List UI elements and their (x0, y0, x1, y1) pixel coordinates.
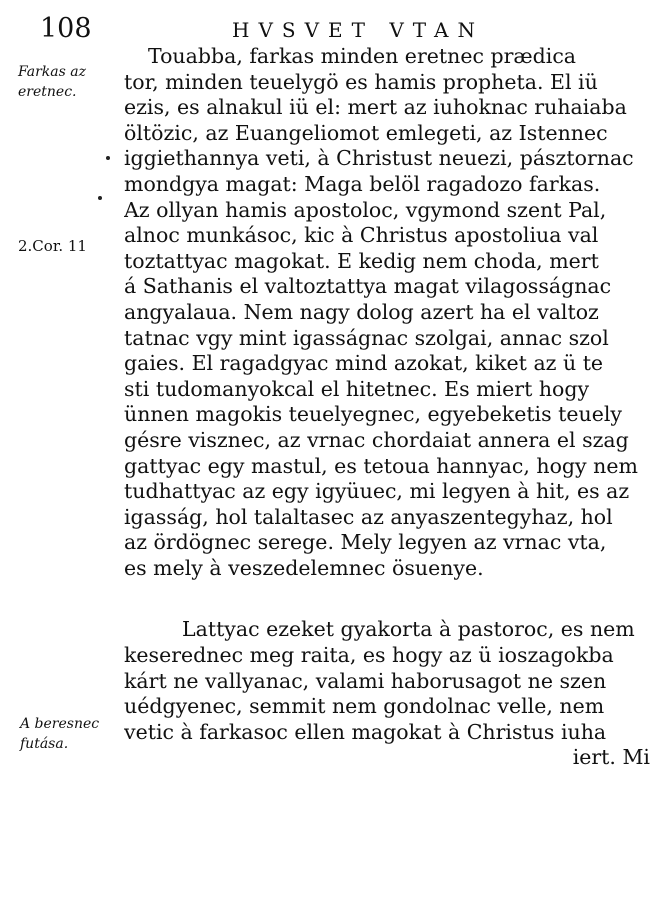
text-line: tor, minden teuelygö es hamis propheta. El iü (124, 69, 598, 94)
text-line: uédgyenec, semmit nem gondolnac velle, nem (124, 694, 605, 719)
text-line: kárt ne vallyanac, valami haborusagot ne szen (124, 668, 607, 693)
text-line: tudhattyac az egy igyüuec, mi legyen à hit, es az (124, 479, 630, 504)
text-line: Az ollyan hamis apostoloc, vgymond szent Pal, (124, 197, 607, 222)
text-line: á Sathanis el valtoztattya magat vilagosságnac (124, 274, 612, 299)
running-head: HVSVET VTAN (232, 18, 484, 42)
text-line: mondgya magat: Maga belöl ragadozo farkas. (124, 171, 601, 196)
ink-mark (106, 156, 110, 160)
text-line: alnoc munkásoc, kic à Christus apostoliua val (124, 223, 599, 248)
page-number: 108 (40, 13, 92, 44)
margin-note-line: A beresnec (20, 716, 100, 732)
text-line: angyalaua. Nem nagy dolog azert ha el valtoz (124, 299, 599, 324)
paragraph (124, 617, 650, 771)
text-line: ezis, es alnakul iü el: mert az iuhoknac ruhaiaba (124, 95, 627, 120)
ink-mark (98, 196, 102, 200)
paragraph (124, 44, 650, 581)
text-line: toztattyac magokat. E kedig nem choda, mert (124, 248, 599, 273)
main-text-block (124, 44, 650, 771)
margin-note-farkas (18, 62, 118, 102)
text-line: Touabba, farkas minden eretnec prædica (148, 44, 577, 68)
margin-note-reference (18, 236, 118, 256)
text-line: iggiethannya veti, à Christust neuezi, pásztornac (124, 146, 634, 171)
text-line: igasság, hol talaltasec az anyaszentegyhaz, hol (124, 504, 613, 529)
text-line: Lattyac ezeket gyakorta à pastoroc, es nem (182, 617, 635, 642)
text-line: öltözic, az Euangeliomot emlegeti, az Istennec (124, 120, 608, 145)
text-line: gaies. El ragadgyac mind azokat, kiket az ü te (124, 351, 604, 376)
text-line: gattyac egy mastul, es tetoua hannyac, hogy nem (124, 453, 638, 478)
margin-note-line: 2.Cor. 11 (18, 237, 87, 255)
text-line: vetic à farkasoc ellen magokat à Christus iuha (124, 719, 607, 744)
text-line: tatnac vgy mint igasságnac szolgai, annac szol (124, 325, 609, 350)
text-line: sti tudomanyokcal el hitetnec. Es miert hogy (124, 376, 590, 401)
margin-note-line: Farkas az (18, 64, 86, 80)
margin-note-beresnec (20, 714, 120, 754)
text-line: az ördögnec serege. Mely legyen az vrnac vta, (124, 530, 607, 555)
margin-note-line: futása. (20, 736, 69, 752)
margin-note-line: eretnec. (18, 84, 77, 100)
catchword-line: iert. Mi (572, 745, 650, 770)
text-line: keserednec meg raita, es hogy az ü ioszagokba (124, 643, 614, 668)
text-line: ünnen magokis teuelyegnec, egyebeketis teuely (124, 402, 622, 427)
text-line: es mely à veszedelemnec ösuenye. (124, 555, 484, 580)
text-line: gésre visznec, az vrnac chordaiat annera el szag (124, 427, 629, 452)
